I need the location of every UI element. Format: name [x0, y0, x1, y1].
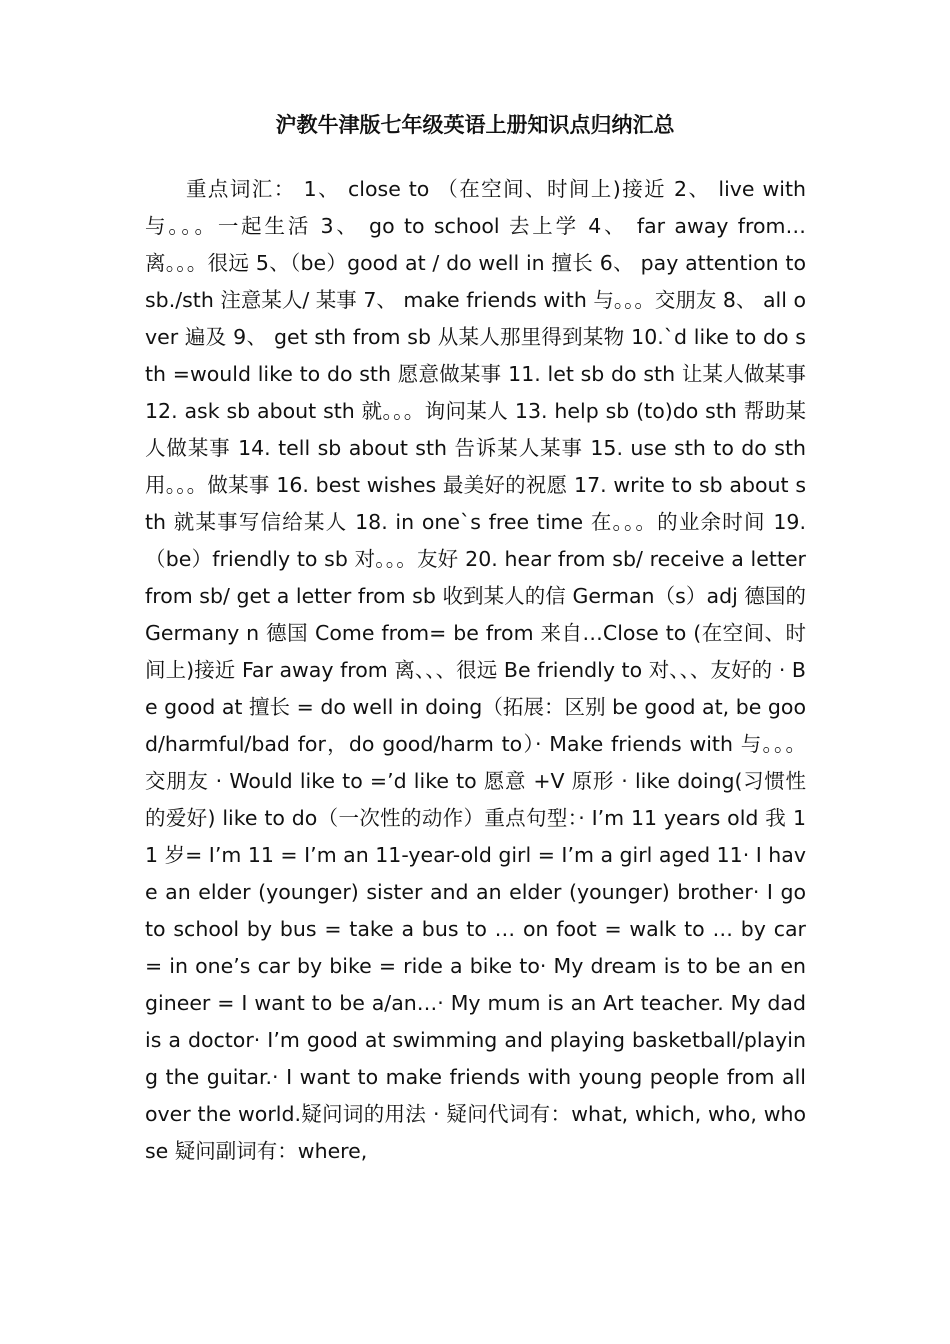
document-title: 沪教牛津版七年级英语上册知识点归纳汇总: [275, 113, 675, 137]
document-body-text: 重点词汇： 1、 close to （在空间、时间上)接近 2、 live with 与。。。一起生活 3、 go to school 去上学 4、 far away from… 离。。。很远 5、（be）good at / do well in 擅长 6、 pay attention to sb./sth 注意某人/ 某事 7、 make friends with 与。。。交朋友 8、 all over 遍及 9、 get sth from sb 从某人那里得到某物 10.`d like to do sth =would like to do sth 愿意做某事 11. let sb do sth 让某人做某事 12. ask sb about sth 就。。。询问某人 13. help sb (to)do sth 帮助某人做某事 14. tell sb about sth 告诉某人某事 15. use sth to do sth 用。。。做某事 16. best wishes 最美好的祝愿 17. write to sb about sth 就某事写信给某人 18. in one`s free time 在。。。的业余时间 19.（be）friendly to sb 对。。。友好 20. hear from sb/ receive a letter from sb/ get a letter from sb 收到某人的信 German（s）adj 德国的 Germany n 德国 Come from= be from 来自…Close to (在空间、时间上)接近 Far away from 离、、、很远 Be friendly to 对、、、友好的 · Be good at 擅长 = do well in doing（拓展：区别 be good at, be good/harmful/bad for，do good/harm to）· Make friends with 与。。。交朋友 · Would like to =’d like to 愿意 +V 原形 · like doing(习惯性的爱好) like to do（一次性的动作）重点句型：· I’m 11 years old 我 11 岁= I’m 11 = I’m an 11-year-old girl = I’m a girl aged 11· I have an elder (younger) sister and an elder (younger) brother· I go to school by bus = take a bus to … on foot = walk to … by car = in one’s car by bike = ride a bike to· My dream is to be an engineer = I want to be a/an…· My mum is an Art teacher. My dad is a doctor· I’m good at swimming and playing basketball/playing the guitar.· I want to make friends with young people from all over the world.疑问词的用法 · 疑问代词有：what, which, who, whose 疑问副词有：where,: [145, 177, 806, 1163]
